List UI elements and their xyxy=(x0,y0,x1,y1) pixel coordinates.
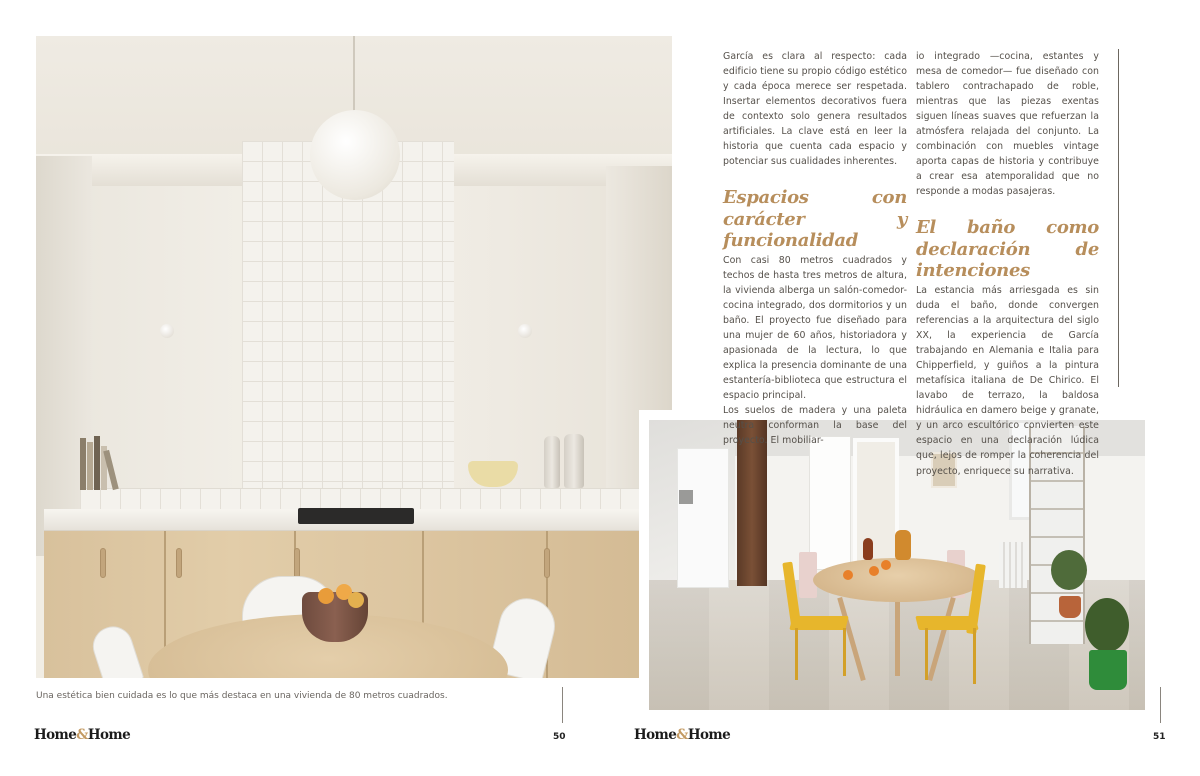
chair-leg xyxy=(795,628,798,680)
kitchen-units xyxy=(677,448,729,588)
orange xyxy=(869,566,879,576)
magazine-logo-left xyxy=(34,727,130,743)
green-pot xyxy=(1089,650,1127,690)
cabinet-handle xyxy=(100,548,106,578)
logo-ampersand: & xyxy=(76,727,88,743)
ceramic-vase xyxy=(544,436,560,488)
yellow-chair-seat xyxy=(789,616,848,630)
article-column-2 xyxy=(916,49,1099,479)
plant xyxy=(1085,598,1129,652)
fruit xyxy=(318,588,334,604)
oval-dining-table xyxy=(813,558,983,602)
logo-text: Home xyxy=(87,727,131,743)
logo-text: Home xyxy=(34,727,77,743)
body-paragraph: La estancia más arriesgada es sin duda el baño, donde convergen referencias a la arquitectura del siglo XX, la experiencia de García trabajando en Alemania e Italia para Chipperfield, y guiños a la pintura metafísica italiana de De Chirico. El lavabo de terrazo, la baldosa hidráulica en damero beige y granate, y un arco escultórico convierten este espacio en una declaración lúdica que, lejos de romper la coherencia del proyecto, enriquece su narrativa. xyxy=(916,284,1099,477)
orange xyxy=(843,570,853,580)
pendant-lamp xyxy=(310,110,400,200)
ceramic-bottle xyxy=(564,434,584,488)
cabinet-handle xyxy=(294,548,300,578)
chair-leg xyxy=(843,628,846,676)
page-number-left: 50 xyxy=(553,732,566,742)
radiator xyxy=(999,542,1027,588)
intro-paragraph: io integrado —cocina, estantes y mesa de comedor— fue diseñado con tablero contrachapado de roble, mientras que las piezas exentas siguen líneas suaves que refuerzan la atmósfera relajada del conjunto. La combinación con muebles vintage aporta capas de historia y contribuye a crear esa atemporalidad que no responde a modas pasajeras. xyxy=(916,51,1099,198)
chair-leg xyxy=(973,628,976,684)
wall-sconce-right xyxy=(518,324,532,338)
plant xyxy=(1051,550,1087,590)
fruit xyxy=(348,592,364,608)
magazine-logo-right xyxy=(634,727,730,743)
column-divider xyxy=(1118,49,1119,387)
cabinet-handle xyxy=(176,548,182,578)
amber-jug xyxy=(895,530,911,560)
open-door xyxy=(809,436,851,570)
article-column-1 xyxy=(723,49,907,448)
doorway xyxy=(853,438,899,578)
induction-hob xyxy=(298,508,414,524)
kitchen-photo xyxy=(36,36,672,678)
footer-divider xyxy=(1160,687,1161,723)
cabinet-handle xyxy=(544,548,550,578)
chair-leg xyxy=(925,628,928,680)
section-heading-espacios: Espacios con carácter y funcionalidad xyxy=(723,187,907,252)
footer-divider xyxy=(562,687,563,723)
section-heading-bano: El baño como declaración de intenciones xyxy=(916,217,1099,282)
page-number-right: 51 xyxy=(1153,732,1166,742)
plant-pot xyxy=(1059,596,1081,618)
photo-caption: Una estética bien cuidada es lo que más destaca en una vivienda de 80 metros cuadrados. xyxy=(36,691,448,701)
logo-text: Home xyxy=(634,727,677,743)
table-leg xyxy=(895,596,900,676)
dark-bottle xyxy=(863,538,873,560)
logo-text: Home xyxy=(687,727,731,743)
wall-sconce-left xyxy=(160,324,174,338)
tiled-column xyxy=(242,141,454,541)
books-on-ledge xyxy=(80,436,128,490)
orange xyxy=(881,560,891,570)
body-paragraph: Los suelos de madera y una paleta neutra conforman la base del proyecto. El mobiliar- xyxy=(723,405,907,447)
oven xyxy=(679,490,693,504)
logo-ampersand: & xyxy=(676,727,688,743)
intro-paragraph: García es clara al respecto: cada edificio tiene su propio código estético y cada época merece ser respetada. Insertar elementos decorativos fuera de contexto solo genera resultados artificiales. La clave está en leer la historia que cuenta cada espacio y potenciar sus cualidades inherentes. xyxy=(723,51,907,168)
tiled-backsplash xyxy=(80,488,672,510)
body-paragraph: Con casi 80 metros cuadrados y techos de hasta tres metros de altura, la vivienda alberga un salón-comedor-cocina integrado, dos dormitorios y un baño. El proyecto fue diseñado para una mujer de 60 años, historiadora y apasionada de la lectura, lo que explica la presencia dominante de una estantería-biblioteca que estructura el espacio principal. xyxy=(723,254,907,402)
